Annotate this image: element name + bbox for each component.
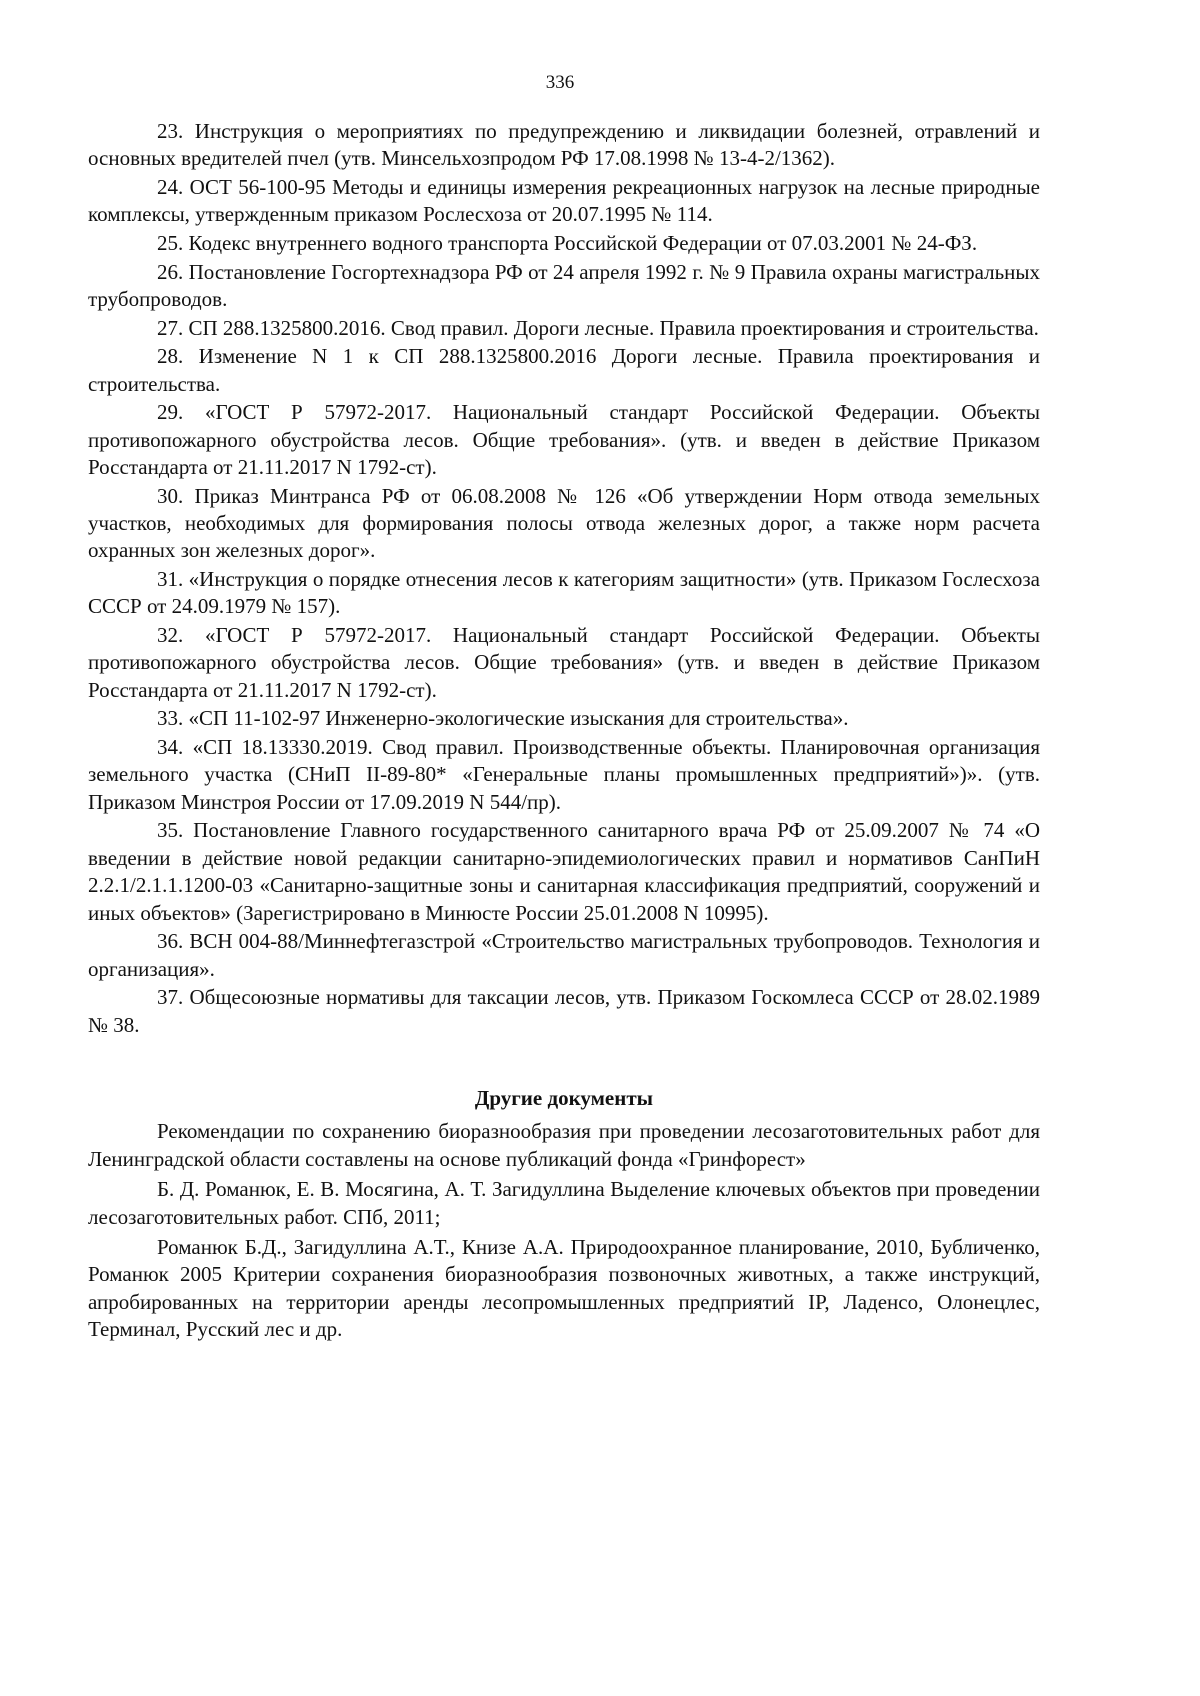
section-title: Другие документы bbox=[474, 1086, 654, 1111]
other-document-paragraph: Романюк Б.Д., Загидуллина А.Т., Книзе А.А. Природоохранное планирование, 2010, Бубличенко, Романюк 2005 Критерии сохранения биоразнообразия позвоночных животных, а также инструкций, апробированных на территории аренды лесопромышленных предприятий IP, Ладенсо, Олонецлес, Терминал, Русский лес и др. bbox=[88, 1235, 1040, 1342]
page-content bbox=[88, 118, 1040, 1347]
reference-item: 29. «ГОСТ Р 57972-2017. Национальный стандарт Российской Федерации. Объекты противопожарного обустройства лесов. Общие требования». (утв. и введен в действие Приказом Росстандарта от 21.11.2017 N 1792-ст). bbox=[88, 400, 1040, 479]
reference-item: 35. Постановление Главного государственного санитарного врача РФ от 25.09.2007 № 74 «О введении в действие новой редакции санитарно-эпидемиологических правил и нормативов СанПиН 2.2.1/2.1.1.1200-03 «Санитарно-защитные зоны и санитарная классификация предприятий, сооружений и иных объектов» (Зарегистрировано в Минюсте России 25.01.2008 N 10995). bbox=[88, 818, 1040, 925]
other-document-paragraph: Рекомендации по сохранению биоразнообразия при проведении лесозаготовительных работ для Ленинградской области составлены на основе публикаций фонда «Гринфорест» bbox=[88, 1119, 1040, 1171]
other-documents-section bbox=[88, 1085, 1040, 1344]
reference-item: 27. СП 288.1325800.2016. Свод правил. Дороги лесные. Правила проектирования и строительства. bbox=[157, 315, 1039, 340]
reference-item: 23. Инструкция о мероприятиях по предупреждению и ликвидации болезней, отравлений и основных вредителей пчел (утв. Минсельхозпродом РФ 17.08.1998 № 13-4-2/1362). bbox=[88, 119, 1040, 171]
other-document-paragraph: Б. Д. Романюк, Е. В. Мосягина, А. Т. Загидуллина Выделение ключевых объектов при проведении лесозаготовительных работ. СПб, 2011; bbox=[88, 1177, 1040, 1229]
reference-item: 30. Приказ Минтранса РФ от 06.08.2008 № 126 «Об утверждении Норм отвода земельных участков, необходимых для формирования полосы отвода железных дорог, а также норм расчета охранных зон железных дорог». bbox=[88, 483, 1040, 563]
reference-item: 26. Постановление Госгортехнадзора РФ от 24 апреля 1992 г. № 9 Правила охраны магистральных трубопроводов. bbox=[88, 259, 1040, 311]
reference-item: 24. ОСТ 56-100-95 Методы и единицы измерения рекреационных нагрузок на лесные природные комплексы, утвержденным приказом Рослесхоза от 20.07.1995 № 114. bbox=[88, 175, 1040, 227]
reference-item: 37. Общесоюзные нормативы для таксации лесов, утв. Приказом Госкомлеса СССР от 28.02.1989 № 38. bbox=[88, 985, 1040, 1037]
reference-list bbox=[88, 118, 1040, 1039]
page-number: 336 bbox=[545, 72, 575, 93]
reference-item: 36. ВСН 004-88/Миннефтегазстрой «Строительство магистральных трубопроводов. Технология и организация». bbox=[88, 929, 1040, 981]
reference-item: 31. «Инструкция о порядке отнесения лесов к категориям защитности» (утв. Приказом Гослесхоза СССР от 24.09.1979 № 157). bbox=[88, 567, 1040, 619]
reference-item: 25. Кодекс внутреннего водного транспорта Российской Федерации от 07.03.2001 № 24-ФЗ. bbox=[157, 231, 978, 255]
reference-item: 33. «СП 11-102-97 Инженерно-экологические изыскания для строительства». bbox=[157, 706, 849, 731]
reference-item: 32. «ГОСТ Р 57972-2017. Национальный стандарт Российской Федерации. Объекты противопожарного обустройства лесов. Общие требования» (утв. и введен в действие Приказом Росстандарта от 21.11.2017 N 1792-ст). bbox=[88, 623, 1040, 702]
reference-item: 34. «СП 18.13330.2019. Свод правил. Производственные объекты. Планировочная организация земельного участка (СНиП II-89-80* «Генеральные планы промышленных предприятий»)». (утв. Приказом Минстроя России от 17.09.2019 N 544/пр). bbox=[88, 735, 1040, 814]
reference-item: 28. Изменение N 1 к СП 288.1325800.2016 Дороги лесные. Правила проектирования и строительства. bbox=[88, 344, 1040, 396]
